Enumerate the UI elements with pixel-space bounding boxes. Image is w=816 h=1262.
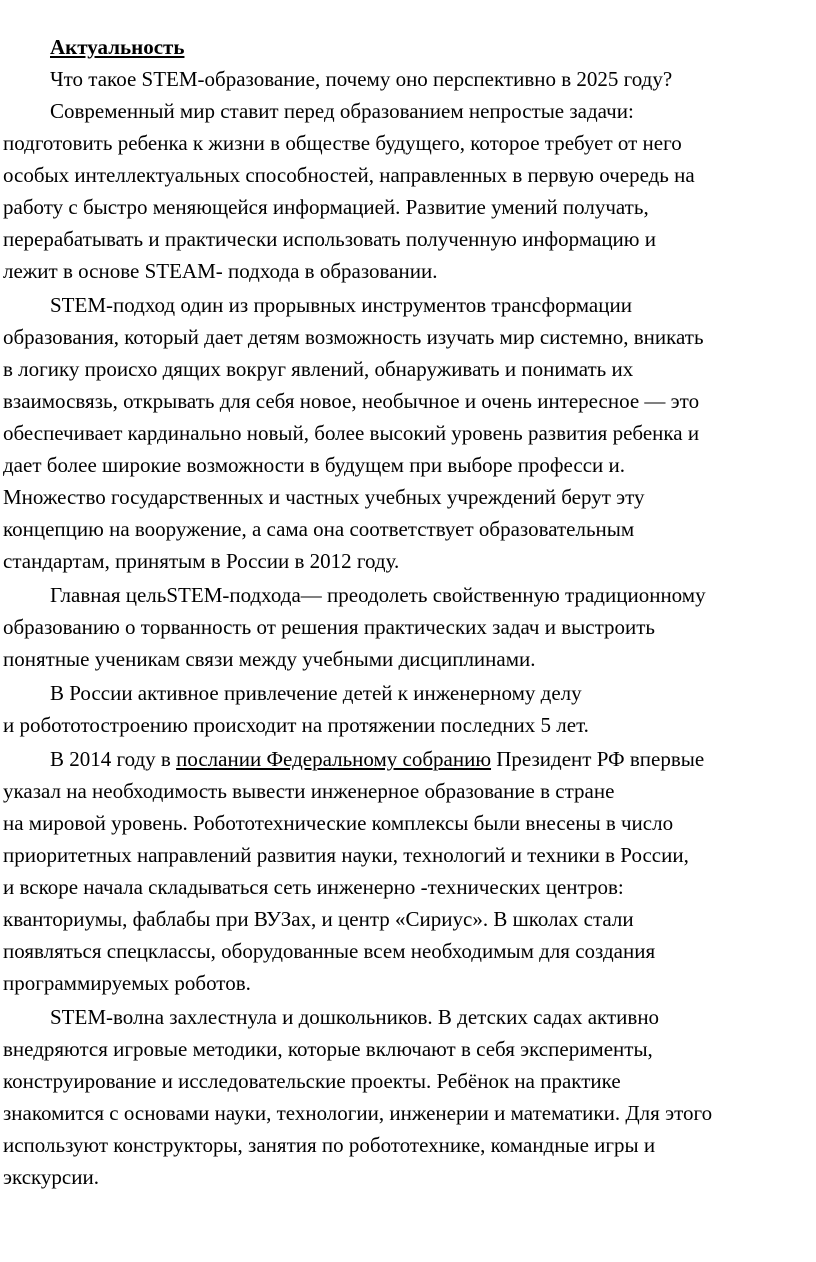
text-line: работу с быстро меняющейся информацией. Развитие умений получать, [3, 195, 649, 219]
text-line: знакомится с основами науки, технологии, инженерии и математики. Для этого [3, 1101, 713, 1125]
text-line: STEM-подход один из прорывных инструментов трансформации [50, 293, 632, 317]
section-heading: Актуальность [50, 35, 185, 59]
text-line: понятные ученикам связи между учебными дисциплинами. [3, 647, 536, 671]
text-line: приоритетных направлений развития науки, технологий и техники в России, [3, 843, 689, 867]
text-line: внедряются игровые методики, которые включают в себя эксперименты, [3, 1037, 653, 1061]
text-line: дает более широкие возможности в будущем при выборе професси и. [3, 453, 626, 477]
text-line: образования, который дает детям возможность изучать мир системно, вникать [3, 325, 704, 349]
text-line: и вскоре начала складываться сеть инженерно -технических центров: [3, 875, 624, 899]
text-segment: Президент РФ впервые [491, 747, 705, 771]
text-line: обеспечивает кардинально новый, более высокий уровень развития ребенка и [3, 421, 700, 445]
text-line: экскурсии. [3, 1165, 99, 1189]
text-segment: В 2014 году в [50, 747, 177, 771]
text-line: В России активное привлечение детей к инженерному делу [50, 681, 582, 705]
text-line [50, 746, 816, 776]
text-line: программируемых роботов. [3, 971, 251, 995]
text-line: подготовить ребенка к жизни в обществе будущего, которое требует от него [3, 131, 682, 155]
text-line: Современный мир ставит перед образованием непростые задачи: [50, 99, 634, 123]
text-line: взаимосвязь, открывать для себя новое, необычное и очень интересное — это [3, 389, 700, 413]
text-line: перерабатывать и практически использовать полученную информацию и [3, 227, 656, 251]
text-line: появляться спецклассы, оборудованные всем необходимым для создания [3, 939, 656, 963]
text-line: лежит в основе STEAM- подхода в образовании. [3, 259, 438, 283]
text-line: Что такое STEM-образование, почему оно перспективно в 2025 году? [50, 67, 673, 91]
text-line: используют конструкторы, занятия по робототехнике, командные игры и [3, 1133, 656, 1157]
text-line: в логику происхо дящих вокруг явлений, обнаруживать и понимать их [3, 357, 634, 381]
text-line: концепцию на вооружение, а сама она соответствует образовательным [3, 517, 635, 541]
text-line: особых интеллектуальных способностей, направленных в первую очередь на [3, 163, 695, 187]
address-link[interactable]: послании Федеральному собранию [176, 747, 492, 771]
text-line: образованию о торванность от решения практических задач и выстроить [3, 615, 656, 639]
text-line: конструирование и исследовательские проекты. Ребёнок на практике [3, 1069, 621, 1093]
text-line: стандартам, принятым в России в 2012 году. [3, 549, 400, 573]
text-line: указал на необходимость вывести инженерное образование в стране [3, 779, 615, 803]
text-line: Множество государственных и частных учебных учреждений берут эту [3, 485, 645, 509]
text-line: STEM-волна захлестнула и дошкольников. В детских садах активно [50, 1005, 660, 1029]
text-line: кванториумы, фаблабы при ВУЗах, и центр «Сириус». В школах стали [3, 907, 634, 931]
text-line: Главная цельSTEM-подхода— преодолеть свойственную традиционному [50, 583, 706, 607]
text-line: и робототостроению происходит на протяжении последних 5 лет. [3, 713, 589, 737]
text-line: на мировой уровень. Робототехнические комплексы были внесены в число [3, 811, 674, 835]
